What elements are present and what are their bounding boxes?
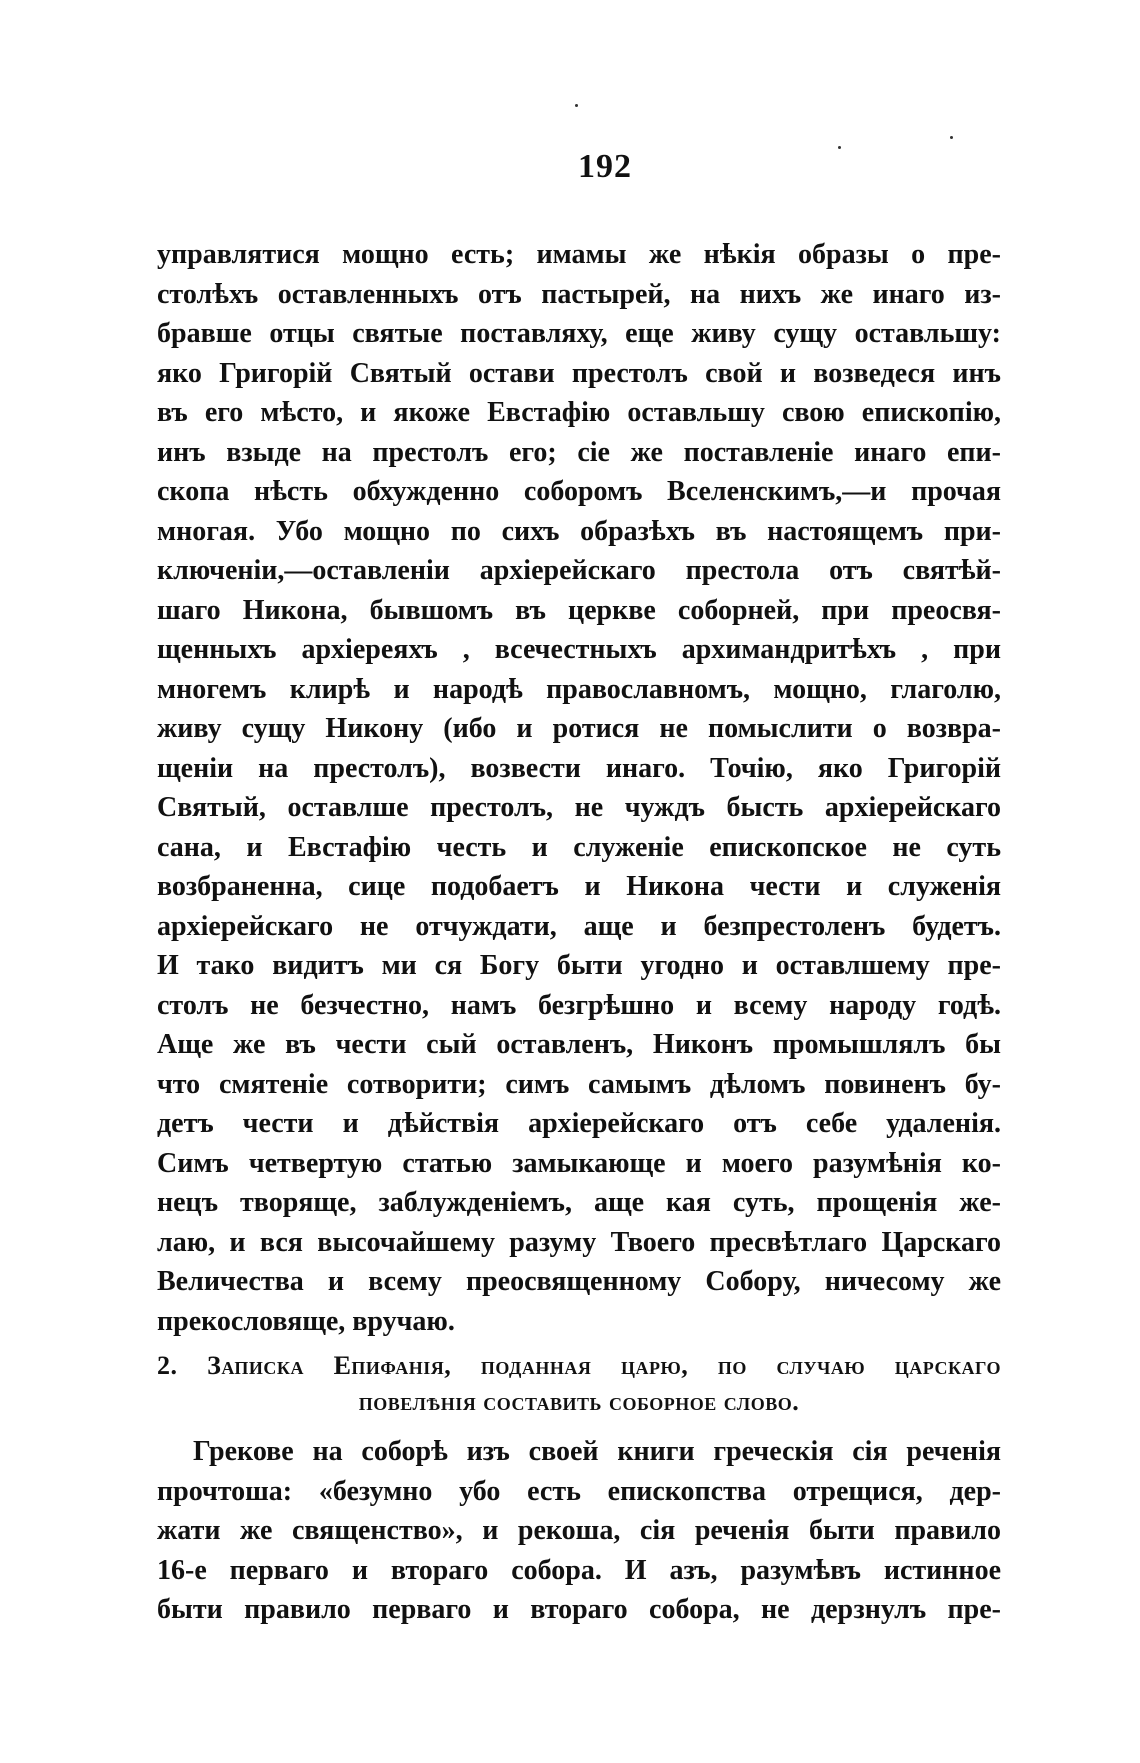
text-line: прочтоша: «безумно убо есть епископства отрещися, дер- [157,1475,1001,1507]
text-line: многая. Убо мощно по сихъ образѣхъ въ настоящемъ при- [157,515,1001,547]
text-line: инъ взыде на престолъ его; сіе же поставленіе инаго епи- [157,436,1001,468]
text-line: яко Григорій Святый остави престолъ свой и возведеся инъ [157,357,1001,389]
paragraph-2 [157,1432,1001,1630]
text-line: ключеніи,—оставленіи архіерейскаго престола отъ святѣй- [157,555,1001,586]
text-line: сана, и Евстафію честь и служеніе епископское не суть [157,831,1001,863]
text-line: быти правило перваго и втораго собора, не дерзнулъ пре- [157,1594,1001,1625]
text-line: 16-е перваго и втораго собора. И азъ, разумѣвъ истинное [157,1554,1001,1586]
text-line: И тако видитъ ми ся Богу быти угодно и оставлшему пре- [157,950,1001,981]
text-line: Святый, оставлше престолъ, не чуждъ бысть архіерейскаго [157,792,1001,823]
text-line: скопа нѣсть обхужденно соборомъ Вселенскимъ,—и прочая [157,476,1001,507]
section-heading [157,1348,1001,1420]
text-line: возбраненна, сице подобаетъ и Никона чести и служенія [157,871,1001,902]
print-speck [950,136,953,139]
section-heading-line-2: повелѣнія составить соборное слово. [358,1387,800,1416]
text-line: живу сущу Никону (ибо и ротися не помыслити о возвра- [157,713,1001,744]
section-heading-line-1: 2. Записка Епифанія, поданная царю, по случаю царскаго [157,1351,1001,1380]
text-line: управлятися мощно есть; имамы же нѣкія образы о пре- [157,239,1001,270]
text-line-last: прекословяще, вручаю. [157,1305,455,1337]
text-line: въ его мѣсто, и якоже Евстафію оставльшу свою епископію, [157,397,1001,428]
text-line: щеніи на престолъ), возвести инаго. Точію, яко Григорій [157,752,1001,784]
page-number: 192 [578,148,632,185]
text-line: столѣхъ оставленныхъ отъ пастырей, на нихъ же инаго из- [157,278,1001,310]
paragraph-1 [157,235,1001,1341]
text-line: шаго Никона, бывшомъ въ церкве соборней, при преосвя- [157,594,1001,626]
text-line: что смятеніе сотворити; симъ самымъ дѣломъ повиненъ бу- [157,1068,1001,1100]
text-line: Аще же въ чести сый оставленъ, Никонъ промышлялъ бы [157,1029,1001,1060]
print-speck [575,104,578,107]
text-line: Симъ четвертую статью замыкающе и моего разумѣнія ко- [157,1147,1001,1179]
text-line: детъ чести и дѣйствія архіерейскаго отъ себе удаленія. [157,1108,1001,1139]
text-line: нецъ творяще, заблужденіемъ, аще кая суть, прощенія же- [157,1187,1001,1218]
text-line: столъ не безчестно, намъ безгрѣшно и всему народу годѣ. [157,989,1001,1021]
text-line: Величества и всему преосвященному Собору, ничесому же [157,1266,1001,1297]
text-line: многемъ клирѣ и народѣ православномъ, мощно, глаголю, [157,673,1001,705]
text-line: щенныхъ архіереяхъ , всечестныхъ архимандритѣхъ , при [157,634,1001,665]
text-line: архіерейскаго не отчуждати, аще и безпрестоленъ будетъ. [157,910,1001,942]
text-line: лаю, и вся высочайшему разуму Твоего пресвѣтлаго Царскаго [157,1226,1001,1258]
text-line: бравше отцы святые поставляху, еще живу сущу оставльшу: [157,318,1001,349]
text-line-first: Грекове на соборѣ изъ своей книги греческія сія реченія [193,1436,1001,1467]
text-line: жати же священство», и рекоша, сія реченія быти правило [157,1515,1001,1546]
